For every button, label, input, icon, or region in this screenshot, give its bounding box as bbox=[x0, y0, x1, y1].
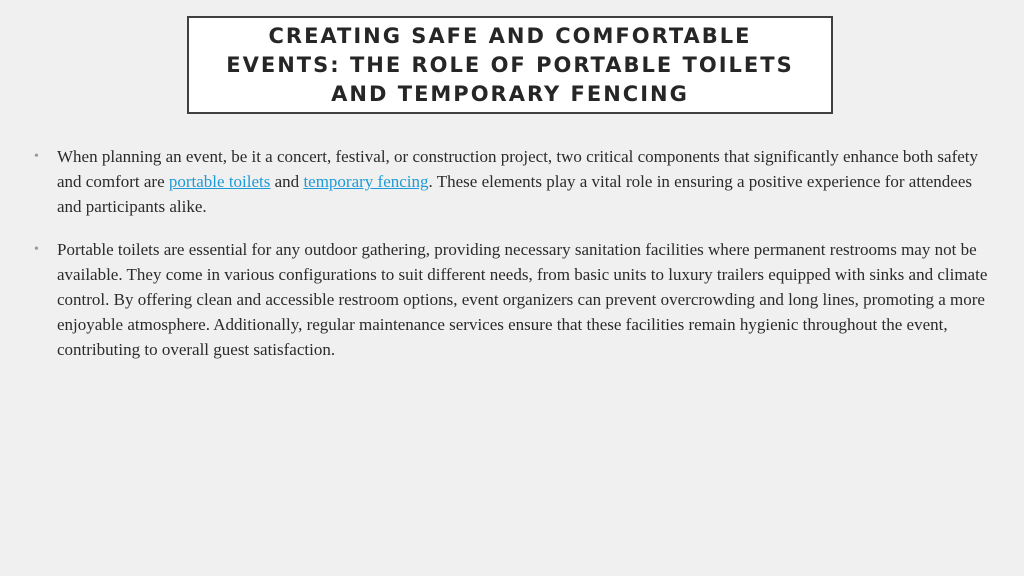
portable-toilets-link[interactable]: portable toilets bbox=[168, 171, 271, 191]
title-line-2: EVENTS: THE ROLE OF PORTABLE TOILETS bbox=[226, 52, 794, 77]
bullet-text-part-1: When planning an event, be it a concert, festival, or construction project, two critical components that significantly enhance both safety and comfort are bbox=[57, 147, 978, 191]
title-line-3: AND TEMPORARY FENCING bbox=[331, 81, 689, 106]
bullet-marker: • bbox=[34, 242, 39, 258]
bullet-item-intro bbox=[34, 145, 1000, 219]
bullet-marker: • bbox=[34, 149, 39, 164]
title-line-1: CREATING SAFE AND COMFORTABLE bbox=[268, 23, 752, 48]
bullet-text-part-3: . These elements play a vital role in ensuring a positive experience for attendees and participants alike. bbox=[57, 171, 973, 216]
bullet-text: Portable toilets are essential for any outdoor gathering, providing necessary sanitation facilities where permanent restrooms may not be available. They come in various configurations to suit different needs, from basic units to luxury trailers equipped with sinks and climate control. By offering clean and accessible restroom options, event organizers can prevent overcrowding and long lines, promoting a more enjoyable atmosphere. Additionally, regular maintenance services ensure that these facilities remain hygienic throughout the event, contributing to overall guest satisfaction. bbox=[57, 240, 988, 359]
title-box bbox=[187, 16, 833, 114]
bullet-item-portable-toilets bbox=[34, 238, 1000, 362]
bullet-text-part-2: and bbox=[270, 171, 304, 191]
temporary-fencing-link[interactable]: temporary fencing bbox=[303, 171, 429, 191]
bullet-list bbox=[34, 145, 1000, 381]
slide-title bbox=[212, 22, 807, 109]
